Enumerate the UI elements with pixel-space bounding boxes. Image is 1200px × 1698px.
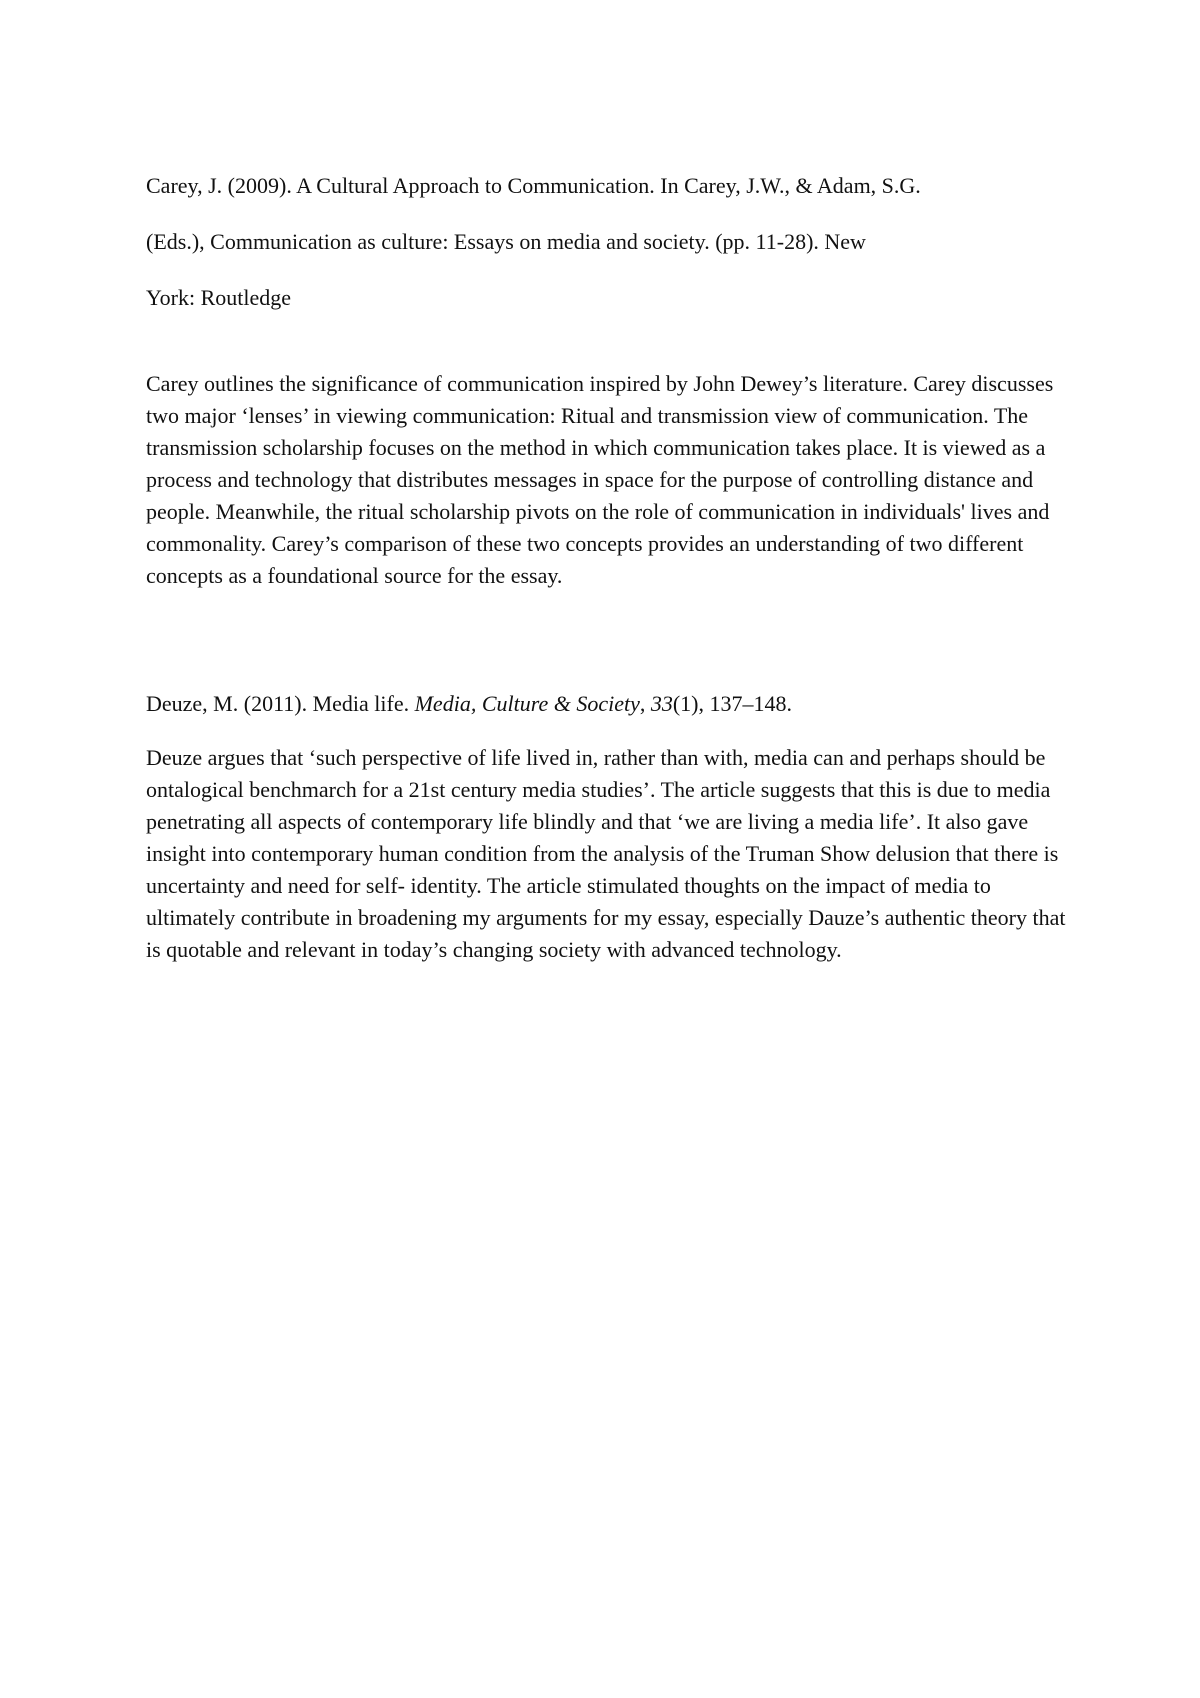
citation-separator: ,	[639, 691, 651, 716]
citation-tail: (1), 137–148.	[672, 691, 793, 716]
annotation-paragraph-deuze: Deuze argues that ‘such perspective of life lived in, rather than with, media can and perhaps should be ontalogical benchmarch for a 21st century media studies’. The article suggests that this is due to media penetrating all aspects of contemporary life blindly and that ‘we are living a media life’. It also gave insight into contemporary human condition from the analysis of the Truman Show delusion that there is uncertainty and need for self- identity. The article stimulated thoughts on the impact of media to ultimately contribute in broadening my arguments for my essay, especially Dauze’s authentic theory that is quotable and relevant in today’s changing society with advanced technology.	[146, 745, 1066, 962]
reference-entry-carey	[146, 172, 1071, 312]
document-body	[146, 172, 1071, 966]
citation-line: Carey, J. (2009). A Cultural Approach to Communication. In Carey, J.W., & Adam, S.G.	[146, 173, 921, 198]
reference-entry-deuze	[146, 690, 1071, 718]
citation-line: (Eds.), Communication as culture: Essays on media and society. (pp. 11-28). New	[146, 229, 866, 254]
journal-title: Media, Culture & Society	[414, 691, 640, 716]
journal-volume: 33	[650, 691, 673, 716]
citation-lead: Deuze, M. (2011). Media life.	[146, 691, 415, 716]
citation-line: York: Routledge	[146, 285, 292, 310]
annotation-paragraph-carey: Carey outlines the significance of communication inspired by John Dewey’s literature. Carey discusses two major ‘lenses’ in viewing communication: Ritual and transmission view of communication. The transmission scholarship focuses on the method in which communication takes place. It is viewed as a process and technology that distributes messages in space for the purpose of controlling distance and people. Meanwhile, the ritual scholarship pivots on the role of communication in individuals' lives and commonality. Carey’s comparison of these two concepts provides an understanding of two different concepts as a foundational source for the essay.	[146, 371, 1054, 588]
